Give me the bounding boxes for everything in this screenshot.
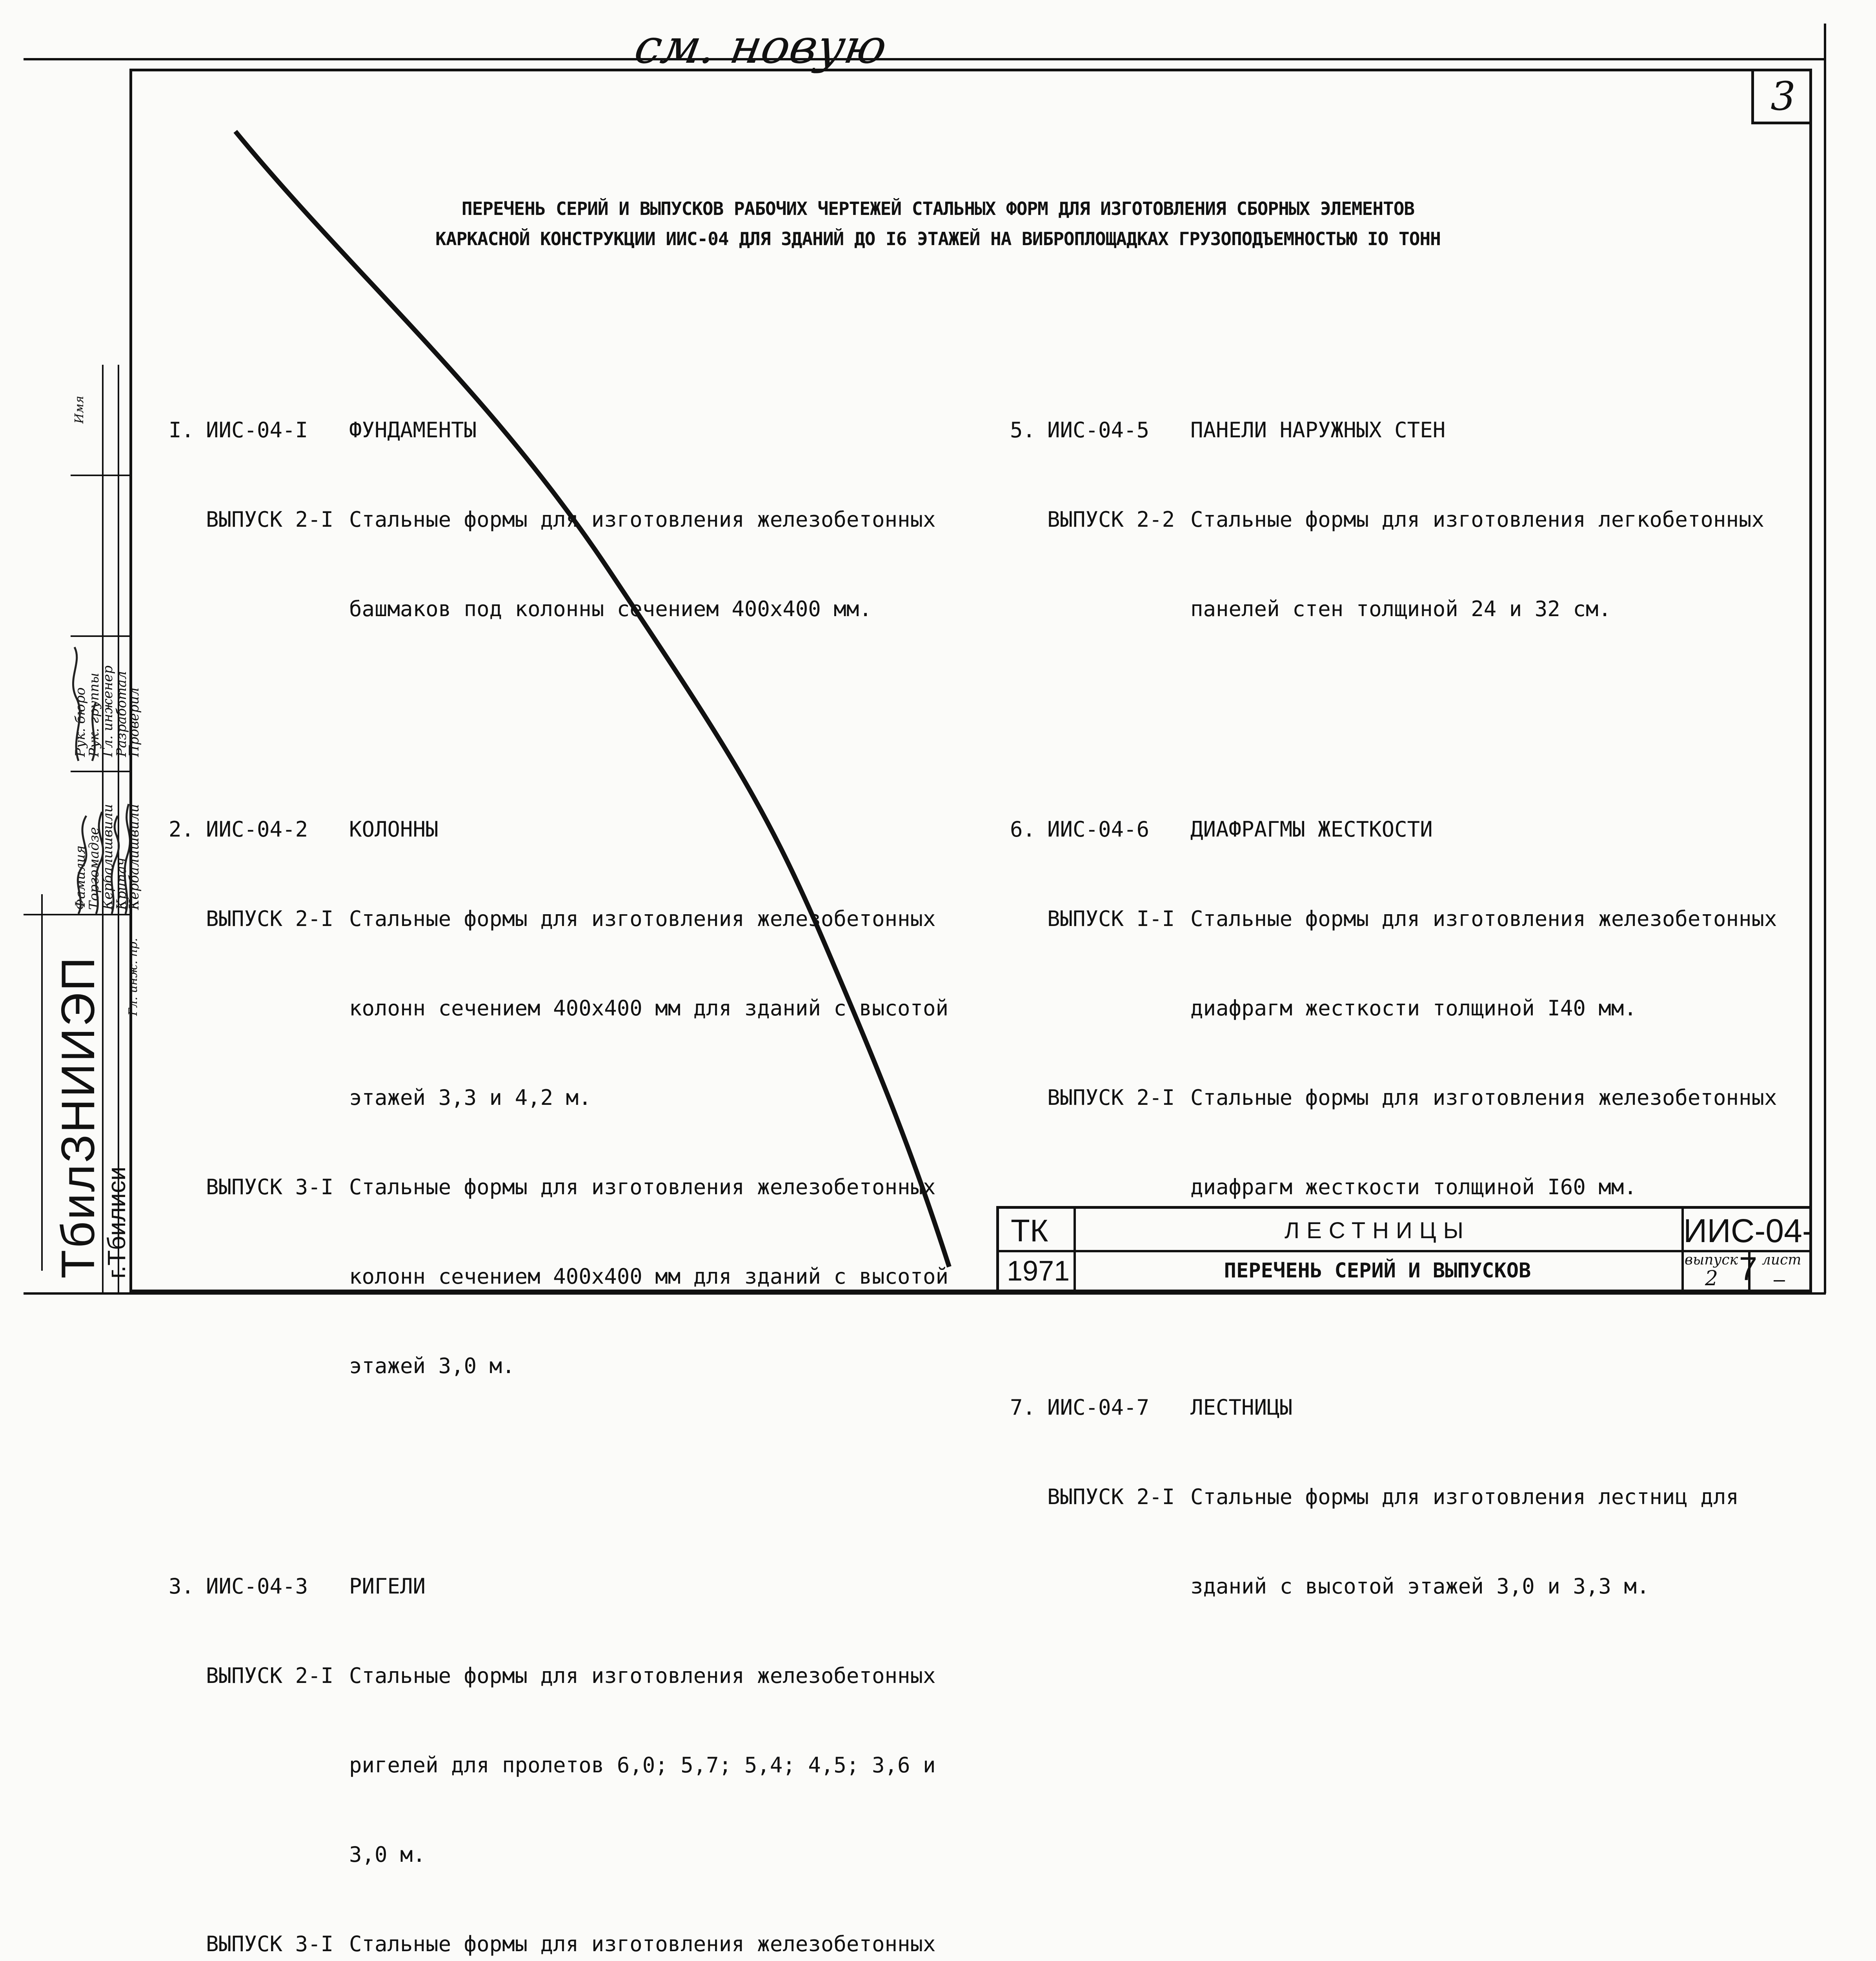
role-label: Гл. инженер (100, 665, 116, 757)
series-number: 2. (169, 817, 195, 842)
title-block (996, 1206, 1812, 1292)
issue-text: диафрагм жесткости толщиной I40 мм. (1190, 996, 1637, 1021)
issue-text: колонн сечением 400х400 мм для зданий с высотой (349, 996, 949, 1021)
series-5 (1010, 356, 1794, 684)
issue-label: ВЫПУСК 2-I (206, 507, 334, 532)
document-code: ИИС-04-7 (1683, 1212, 1813, 1287)
series-name: ДИАФРАГМЫ ЖЕСТКОСТИ (1190, 817, 1433, 842)
issue-text: башмаков под колонны сечением 400х400 мм. (349, 597, 872, 621)
stamp-divider (71, 635, 129, 637)
series-6 (1010, 755, 1794, 1262)
role-label: Проверил (126, 687, 142, 757)
issue-text: Стальные формы для изготовления железобетонных (349, 507, 936, 532)
series-name: ФУНДАМЕНТЫ (349, 418, 477, 442)
issue-label: ВЫПУСК 3-I (206, 1932, 334, 1956)
issue-label: ВЫПУСК I-I (1047, 906, 1175, 931)
series-number: 3. (169, 1574, 195, 1599)
series-2 (169, 755, 973, 1441)
issue-text: Стальные формы для изготовления легкобетонных (1190, 507, 1764, 532)
issue-text: Стальные формы для изготовления железобетонных (349, 906, 936, 931)
top-border-line (24, 58, 1826, 60)
surname: Кербалишвили (126, 804, 142, 910)
stamp-top-label: Имя (73, 396, 86, 424)
issue-text: этажей 3,0 м. (349, 1353, 515, 1378)
issue-label: ВЫПУСК 2-I (206, 1663, 334, 1688)
title-line-2: КАРКАСНОЙ КОНСТРУКЦИИ ИИС-04 ДЛЯ ЗДАНИЙ ДО I6 ЭТАЖЕЙ НА ВИБРОПЛОЩАДКАХ ГРУЗОПОДЪЕМНОСТЬЮ IO ТОНН (435, 228, 1441, 249)
issue-text: ригелей для пролетов 6,0; 5,7; 5,4; 4,5; 3,6 и (349, 1753, 936, 1777)
issue-text: Стальные формы для изготовления железобетонных (349, 1663, 936, 1688)
surname: Кербалишвили (100, 804, 116, 910)
organization-name: ТбилЗНИИЭП (52, 955, 104, 1279)
handwritten-note: см. новую (630, 20, 891, 74)
series-name: КОЛОННЫ (349, 817, 439, 842)
surname: Фамилия (73, 845, 88, 910)
series-code: ИИС-04-I (206, 418, 308, 442)
sheet-subtitle: ПЕРЕЧЕНЬ СЕРИЙ И ВЫПУСКОВ (1224, 1259, 1531, 1282)
series-code: ИИС-04-6 (1047, 817, 1150, 842)
issue-label: выпуск (1685, 1252, 1738, 1268)
issue-text: зданий с высотой этажей 3,0 и 3,3 м. (1190, 1574, 1650, 1599)
series-number: 6. (1010, 817, 1036, 842)
series-code: ИИС-04-7 (1047, 1395, 1150, 1420)
inventory-label: Гл. инж. пр. (126, 938, 140, 1016)
role-label: Разработал (114, 671, 129, 757)
series-name: ПАНЕЛИ НАРУЖНЫХ СТЕН (1190, 418, 1446, 442)
issue-label: ВЫПУСК 2-I (1047, 1085, 1175, 1110)
issue-label: ВЫПУСК 3-I (206, 1175, 334, 1199)
title-line-1: ПЕРЕЧЕНЬ СЕРИЙ И ВЫПУСКОВ РАБОЧИХ ЧЕРТЕЖЕЙ СТАЛЬНЫХ ФОРМ ДЛЯ ИЗГОТОВЛЕНИЯ СБОРНЫХ ЭЛЕМЕНТОВ (461, 198, 1415, 219)
role-label: Рук. группы (86, 673, 102, 757)
issue-text: колонн сечением 400х400 мм для зданий с высотой (349, 1264, 949, 1289)
stamp-divider (118, 365, 119, 1292)
issue-text: Стальные формы для изготовления железобетонных (349, 1175, 936, 1199)
issue-value: 2 (1705, 1267, 1718, 1290)
left-approval-stamp (24, 365, 142, 1292)
issue-text: этажей 3,3 и 4,2 м. (349, 1085, 591, 1110)
stamp-divider (24, 914, 129, 915)
right-column (1010, 296, 1794, 1703)
series-3 (169, 1512, 973, 1961)
role-label: Рук. бюро (73, 687, 88, 757)
series-code: ИИС-04-3 (206, 1574, 308, 1599)
stamp-divider (71, 475, 129, 476)
issue-text: 3,0 м. (349, 1842, 426, 1867)
series-code: ИИС-04-5 (1047, 418, 1150, 442)
issue-label: ВЫПУСК 2-2 (1047, 507, 1175, 532)
series-name: РИГЕЛИ (349, 1574, 426, 1599)
tk-label: ТК (1011, 1213, 1048, 1248)
sheet-name: ЛЕСТНИЦЫ (1285, 1218, 1470, 1243)
series-7 (1010, 1333, 1794, 1661)
year: 1971 (1007, 1255, 1070, 1287)
issue-text: Стальные формы для изготовления железобетонных (349, 1932, 936, 1956)
issue-text: панелей стен толщиной 24 и 32 см. (1190, 597, 1611, 621)
sheet-value: – (1774, 1268, 1785, 1291)
surname: Торгомадзе (86, 827, 102, 910)
organization-city: г.Тбилиси (102, 1166, 131, 1279)
issue-text: Стальные формы для изготовления железобетонных (1190, 906, 1777, 931)
stamp-divider (71, 771, 129, 772)
series-code: ИИС-04-2 (206, 817, 308, 842)
issue-label: ВЫПУСК 2-I (206, 906, 334, 931)
sheet-label: лист (1762, 1252, 1801, 1268)
series-number: I. (169, 418, 195, 442)
series-number: 7. (1010, 1395, 1036, 1420)
issue-text: диафрагм жесткости толщиной I60 мм. (1190, 1175, 1637, 1199)
surname: Крипач (114, 857, 129, 910)
series-1 (169, 356, 973, 684)
sheet-number: 3 (1751, 69, 1812, 124)
stamp-divider (41, 894, 43, 1271)
series-number: 5. (1010, 418, 1036, 442)
issue-label: ВЫПУСК 2-I (1047, 1484, 1175, 1509)
left-column (169, 296, 973, 1961)
issue-text: Стальные формы для изготовления лестниц для (1190, 1484, 1739, 1509)
series-name: ЛЕСТНИЦЫ (1190, 1395, 1293, 1420)
issue-text: Стальные формы для изготовления железобетонных (1190, 1085, 1777, 1110)
